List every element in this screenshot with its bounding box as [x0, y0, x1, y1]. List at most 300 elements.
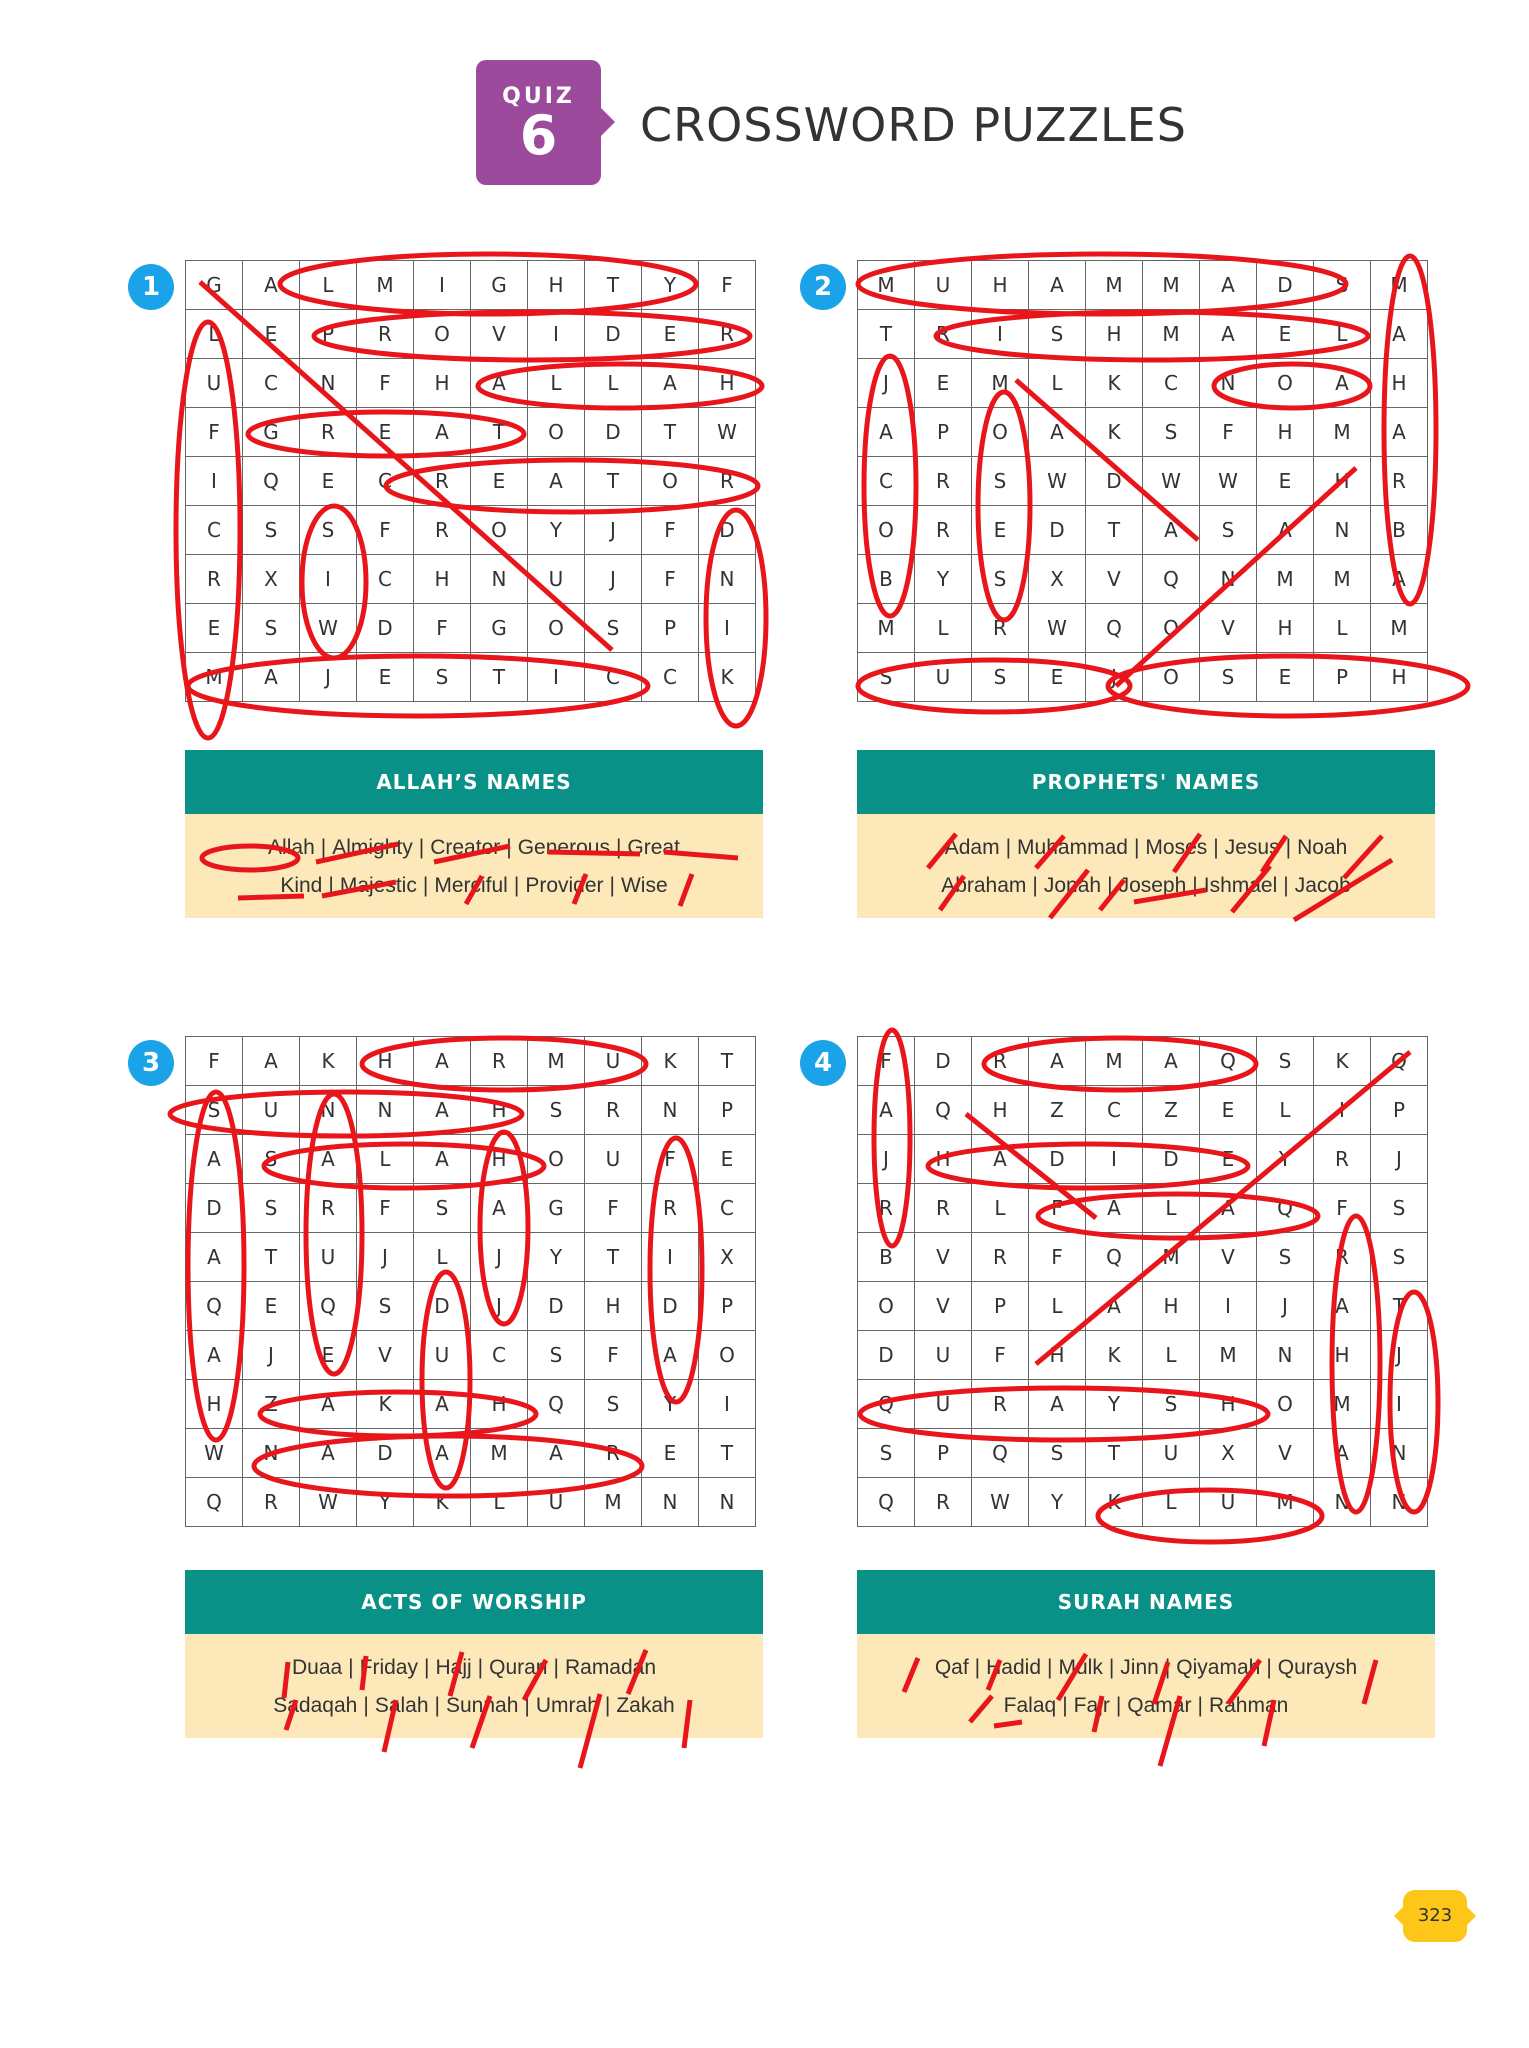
word-separator: | [615, 836, 622, 859]
grid-cell: D [1086, 457, 1143, 506]
category-header: ACTS OF WORSHIP [185, 1570, 763, 1634]
grid-cell: D [1029, 506, 1086, 555]
grid-cell: E [471, 457, 528, 506]
grid-row [186, 1086, 756, 1135]
word-item: Quraysh [1277, 1656, 1358, 1679]
grid-cell: M [858, 604, 915, 653]
word-item: Friday [359, 1656, 418, 1679]
grid-cell: A [528, 457, 585, 506]
word-separator: | [1115, 1694, 1122, 1717]
grid-cell: O [528, 1135, 585, 1184]
grid-row [858, 1331, 1428, 1380]
grid-row [858, 1429, 1428, 1478]
word-separator: | [363, 1694, 369, 1717]
grid-cell: U [915, 653, 972, 702]
grid-cell: N [642, 1478, 699, 1527]
grid-row [858, 1380, 1428, 1429]
grid-row [858, 310, 1428, 359]
grid-cell: F [1029, 1233, 1086, 1282]
grid-cell: R [471, 1037, 528, 1086]
grid-cell: D [858, 1331, 915, 1380]
grid-cell: F [642, 506, 699, 555]
grid-cell: H [1029, 1331, 1086, 1380]
grid-cell: J [243, 1331, 300, 1380]
grid-row [186, 1331, 756, 1380]
grid-cell: E [1257, 653, 1314, 702]
grid-cell: H [1314, 1331, 1371, 1380]
word-separator: | [604, 1694, 611, 1717]
grid-cell: J [1086, 653, 1143, 702]
grid-cell: C [357, 457, 414, 506]
word-item: Sadaqah [273, 1694, 358, 1717]
word-item: Falaq [1003, 1694, 1057, 1717]
grid-cell: J [1371, 1331, 1428, 1380]
grid-row [186, 310, 756, 359]
grid-cell: J [471, 1282, 528, 1331]
grid-cell: H [186, 1380, 243, 1429]
grid-cell: J [1257, 1282, 1314, 1331]
grid-cell: P [1371, 1086, 1428, 1135]
grid-cell: H [357, 1037, 414, 1086]
grid-cell: E [642, 310, 699, 359]
grid-cell: E [915, 359, 972, 408]
grid-cell: L [972, 1184, 1029, 1233]
grid-cell: F [357, 506, 414, 555]
grid-cell: S [585, 604, 642, 653]
grid-cell: K [414, 1478, 471, 1527]
grid-cell: A [414, 1380, 471, 1429]
grid-cell: M [1200, 1331, 1257, 1380]
grid-cell: F [642, 555, 699, 604]
grid-cell: M [471, 1429, 528, 1478]
grid-cell: R [300, 408, 357, 457]
grid-cell: G [471, 604, 528, 653]
grid-cell: V [1257, 1429, 1314, 1478]
grid-cell: S [243, 1184, 300, 1233]
grid-cell: P [699, 1086, 756, 1135]
word-separator: | [418, 836, 425, 859]
word-separator: | [424, 1656, 430, 1679]
grid-cell: M [1143, 261, 1200, 310]
grid-cell: H [699, 359, 756, 408]
grid-cell: N [1200, 359, 1257, 408]
word-item: Rahman [1208, 1694, 1289, 1717]
grid-cell: I [972, 310, 1029, 359]
word-search-grid [857, 260, 1428, 702]
grid-cell: Y [528, 1233, 585, 1282]
grid-cell: S [1200, 653, 1257, 702]
grid-cell: J [585, 506, 642, 555]
grid-cell: R [1314, 1135, 1371, 1184]
grid-cell: D [585, 408, 642, 457]
grid-cell: E [1200, 1086, 1257, 1135]
grid-cell: I [1086, 1135, 1143, 1184]
grid-cell: A [642, 359, 699, 408]
grid-cell: T [699, 1429, 756, 1478]
word-item: Jacob [1294, 874, 1351, 897]
grid-cell: E [300, 1331, 357, 1380]
grid-cell: R [699, 310, 756, 359]
grid-cell: M [1314, 555, 1371, 604]
grid-cell: H [1314, 457, 1371, 506]
grid-cell: K [699, 653, 756, 702]
word-item: Creator [430, 836, 501, 859]
grid-cell: S [243, 604, 300, 653]
word-item: Fajr [1073, 1694, 1110, 1717]
grid-cell: S [186, 1086, 243, 1135]
grid-cell: V [471, 310, 528, 359]
grid-cell: F [357, 359, 414, 408]
grid-cell: A [858, 408, 915, 457]
grid-cell: P [1314, 653, 1371, 702]
grid-cell: K [357, 1380, 414, 1429]
word-separator: | [974, 1656, 981, 1679]
grid-cell: A [414, 1135, 471, 1184]
grid-cell: A [1029, 1380, 1086, 1429]
grid-cell: X [1200, 1429, 1257, 1478]
grid-cell: K [1086, 1331, 1143, 1380]
grid-cell: W [1200, 457, 1257, 506]
word-item: Sunnah [446, 1694, 519, 1717]
grid-cell: S [1143, 408, 1200, 457]
grid-cell: E [1029, 653, 1086, 702]
grid-cell: P [915, 408, 972, 457]
grid-cell: S [1200, 506, 1257, 555]
grid-cell: S [357, 1282, 414, 1331]
grid-row [186, 604, 756, 653]
grid-cell: Q [1200, 1037, 1257, 1086]
grid-cell: L [186, 310, 243, 359]
grid-cell: S [858, 1429, 915, 1478]
word-item: Umrah [535, 1694, 599, 1717]
word-item: Mulk [1058, 1656, 1103, 1679]
grid-cell: Y [1257, 1135, 1314, 1184]
grid-cell: N [243, 1429, 300, 1478]
word-list-box [185, 1634, 763, 1738]
grid-cell: H [1086, 310, 1143, 359]
grid-cell: Y [528, 506, 585, 555]
grid-row [186, 1380, 756, 1429]
grid-cell: V [1086, 555, 1143, 604]
grid-cell: E [642, 1429, 699, 1478]
word-item: Hadid [986, 1656, 1042, 1679]
word-item: Qaf [934, 1656, 969, 1679]
grid-cell: X [699, 1233, 756, 1282]
grid-cell: R [915, 1184, 972, 1233]
word-list-line [857, 1650, 1435, 1686]
grid-cell: S [972, 653, 1029, 702]
word-list-box [857, 814, 1435, 918]
grid-cell: R [972, 1037, 1029, 1086]
grid-cell: R [915, 1478, 972, 1527]
grid-cell: H [972, 261, 1029, 310]
grid-cell: U [414, 1331, 471, 1380]
grid-cell: K [1314, 1037, 1371, 1086]
grid-cell: A [414, 1086, 471, 1135]
grid-cell: O [471, 506, 528, 555]
grid-cell: V [1200, 1233, 1257, 1282]
grid-cell: C [243, 359, 300, 408]
grid-row [858, 1233, 1428, 1282]
grid-cell: A [1029, 408, 1086, 457]
grid-cell: M [585, 1478, 642, 1527]
grid-cell: Y [1086, 1380, 1143, 1429]
grid-cell: Y [915, 555, 972, 604]
word-separator: | [1285, 836, 1292, 859]
grid-row [186, 653, 756, 702]
grid-cell: M [972, 359, 1029, 408]
grid-cell: T [1371, 1282, 1428, 1331]
grid-cell: F [858, 1037, 915, 1086]
grid-cell: R [915, 506, 972, 555]
grid-cell: M [186, 653, 243, 702]
grid-cell: N [1314, 506, 1371, 555]
grid-cell: R [1314, 1233, 1371, 1282]
grid-cell: W [1029, 457, 1086, 506]
grid-cell: A [1314, 359, 1371, 408]
word-item: Moses [1145, 836, 1208, 859]
word-item: Salah [374, 1694, 429, 1717]
grid-cell: T [1086, 506, 1143, 555]
grid-cell: W [300, 1478, 357, 1527]
grid-cell: I [186, 457, 243, 506]
grid-cell: O [1257, 1380, 1314, 1429]
grid-cell: R [357, 310, 414, 359]
grid-cell: E [186, 604, 243, 653]
word-item: Hajj [435, 1656, 472, 1679]
grid-cell: A [186, 1233, 243, 1282]
grid-cell: U [186, 359, 243, 408]
grid-cell: M [1257, 555, 1314, 604]
word-separator: | [1032, 874, 1038, 897]
grid-cell: S [1029, 310, 1086, 359]
grid-cell: V [357, 1331, 414, 1380]
grid-cell: M [1371, 604, 1428, 653]
grid-cell: H [1143, 1282, 1200, 1331]
grid-cell: M [357, 261, 414, 310]
grid-cell: Y [642, 261, 699, 310]
page-number: 323 [1403, 1890, 1467, 1942]
grid-row [186, 261, 756, 310]
grid-cell: J [471, 1233, 528, 1282]
grid-cell: T [585, 457, 642, 506]
grid-cell: U [1143, 1429, 1200, 1478]
grid-row [186, 1429, 756, 1478]
grid-cell: I [528, 653, 585, 702]
grid-cell: O [642, 457, 699, 506]
grid-cell: S [858, 653, 915, 702]
grid-row [186, 1184, 756, 1233]
grid-cell: U [915, 261, 972, 310]
grid-cell: H [972, 1086, 1029, 1135]
word-separator: | [1213, 836, 1219, 859]
grid-cell: G [471, 261, 528, 310]
grid-cell: Y [357, 1478, 414, 1527]
word-item: Jonah [1043, 874, 1102, 897]
grid-cell: W [1143, 457, 1200, 506]
grid-cell: C [357, 555, 414, 604]
word-item: Merciful [434, 874, 508, 897]
grid-cell: S [1371, 1184, 1428, 1233]
word-separator: | [434, 1694, 440, 1717]
word-separator: | [553, 1656, 559, 1679]
word-separator: | [1005, 836, 1012, 859]
category-header: PROPHETS' NAMES [857, 750, 1435, 814]
puzzle-number-badge: 4 [800, 1040, 846, 1086]
grid-cell: B [858, 555, 915, 604]
word-separator: | [1107, 874, 1113, 897]
grid-cell: S [528, 1086, 585, 1135]
grid-cell: F [414, 604, 471, 653]
word-item: Allah [268, 836, 315, 859]
grid-cell: Q [858, 1478, 915, 1527]
grid-cell: R [300, 1184, 357, 1233]
grid-cell: H [414, 555, 471, 604]
word-list-line [185, 1688, 763, 1724]
grid-cell: A [1314, 1429, 1371, 1478]
grid-cell: J [1371, 1135, 1428, 1184]
word-item: Almighty [332, 836, 413, 859]
grid-cell: U [300, 1233, 357, 1282]
puzzle-number-badge: 2 [800, 264, 846, 310]
grid-cell: S [1257, 1233, 1314, 1282]
grid-cell: D [414, 1282, 471, 1331]
grid-cell: C [1143, 359, 1200, 408]
grid-cell: X [243, 555, 300, 604]
grid-cell: A [1257, 506, 1314, 555]
grid-row [858, 1086, 1428, 1135]
grid-cell: F [585, 1184, 642, 1233]
word-list-line [857, 868, 1435, 904]
grid-cell: O [858, 1282, 915, 1331]
grid-cell: A [414, 1037, 471, 1086]
grid-cell: G [528, 1184, 585, 1233]
word-search-grid [185, 260, 756, 702]
grid-cell: R [1371, 457, 1428, 506]
word-separator: | [1062, 1694, 1068, 1717]
grid-row [186, 359, 756, 408]
grid-row [858, 408, 1428, 457]
grid-cell: C [699, 1184, 756, 1233]
grid-cell: R [972, 1380, 1029, 1429]
word-item: Quran [489, 1656, 548, 1679]
grid-cell: U [243, 1086, 300, 1135]
grid-cell: N [300, 1086, 357, 1135]
grid-cell: C [471, 1331, 528, 1380]
grid-row [858, 506, 1428, 555]
grid-cell: I [1200, 1282, 1257, 1331]
grid-cell: A [1086, 1282, 1143, 1331]
word-separator: | [1108, 1656, 1115, 1679]
word-separator: | [1047, 1656, 1053, 1679]
grid-cell: Y [1029, 1478, 1086, 1527]
grid-cell: L [1143, 1478, 1200, 1527]
category-header: ALLAH’S NAMES [185, 750, 763, 814]
grid-cell: E [357, 408, 414, 457]
grid-cell: Y [642, 1380, 699, 1429]
grid-cell: T [243, 1233, 300, 1282]
grid-row [186, 1135, 756, 1184]
word-separator: | [328, 874, 334, 897]
word-item: Qiyamah [1176, 1656, 1261, 1679]
word-search-grid [857, 1036, 1428, 1527]
grid-cell: Q [186, 1478, 243, 1527]
grid-cell: R [642, 1184, 699, 1233]
grid-cell: L [357, 1135, 414, 1184]
grid-cell: R [243, 1478, 300, 1527]
grid-cell: A [528, 1429, 585, 1478]
grid-cell: H [1200, 1380, 1257, 1429]
grid-cell: T [858, 310, 915, 359]
grid-cell: D [186, 1184, 243, 1233]
grid-row [186, 1037, 756, 1086]
word-item: Duaa [291, 1656, 343, 1679]
word-separator: | [506, 836, 512, 859]
grid-row [858, 1478, 1428, 1527]
grid-cell: M [1314, 1380, 1371, 1429]
grid-cell: K [300, 1037, 357, 1086]
grid-cell: N [1257, 1331, 1314, 1380]
grid-cell: D [915, 1037, 972, 1086]
grid-cell: A [1314, 1282, 1371, 1331]
grid-cell: R [972, 1233, 1029, 1282]
grid-cell: T [471, 653, 528, 702]
grid-cell: Q [186, 1282, 243, 1331]
grid-cell: X [1029, 555, 1086, 604]
grid-cell: F [357, 1184, 414, 1233]
grid-row [858, 457, 1428, 506]
word-item: Ramadan [564, 1656, 657, 1679]
grid-cell: Q [1086, 604, 1143, 653]
grid-cell: Q [972, 1429, 1029, 1478]
grid-cell: U [585, 1135, 642, 1184]
grid-cell: E [972, 506, 1029, 555]
grid-cell: V [1200, 604, 1257, 653]
grid-cell: S [972, 457, 1029, 506]
grid-cell: R [699, 457, 756, 506]
grid-cell: S [1029, 1429, 1086, 1478]
grid-cell: B [1371, 506, 1428, 555]
word-separator: | [524, 1694, 530, 1717]
grid-cell: L [1143, 1184, 1200, 1233]
grid-row [858, 261, 1428, 310]
word-separator: | [477, 1656, 484, 1679]
grid-cell: Z [243, 1380, 300, 1429]
quiz-badge [476, 60, 601, 185]
grid-row [858, 1135, 1428, 1184]
grid-cell: Q [1257, 1184, 1314, 1233]
grid-cell: B [858, 1233, 915, 1282]
grid-cell: O [1257, 359, 1314, 408]
grid-cell: I [699, 604, 756, 653]
grid-cell: H [471, 1380, 528, 1429]
grid-cell: H [585, 1282, 642, 1331]
grid-cell: I [528, 310, 585, 359]
grid-cell: M [1143, 1233, 1200, 1282]
grid-cell: A [300, 1380, 357, 1429]
grid-cell: R [585, 1429, 642, 1478]
grid-cell: U [915, 1380, 972, 1429]
grid-cell: A [1200, 261, 1257, 310]
grid-cell: A [300, 1135, 357, 1184]
grid-cell: F [186, 1037, 243, 1086]
grid-cell: A [1371, 408, 1428, 457]
grid-cell: A [642, 1331, 699, 1380]
grid-cell: S [1371, 1233, 1428, 1282]
word-item: Qamar [1127, 1694, 1192, 1717]
grid-cell: S [243, 506, 300, 555]
grid-cell: W [300, 604, 357, 653]
